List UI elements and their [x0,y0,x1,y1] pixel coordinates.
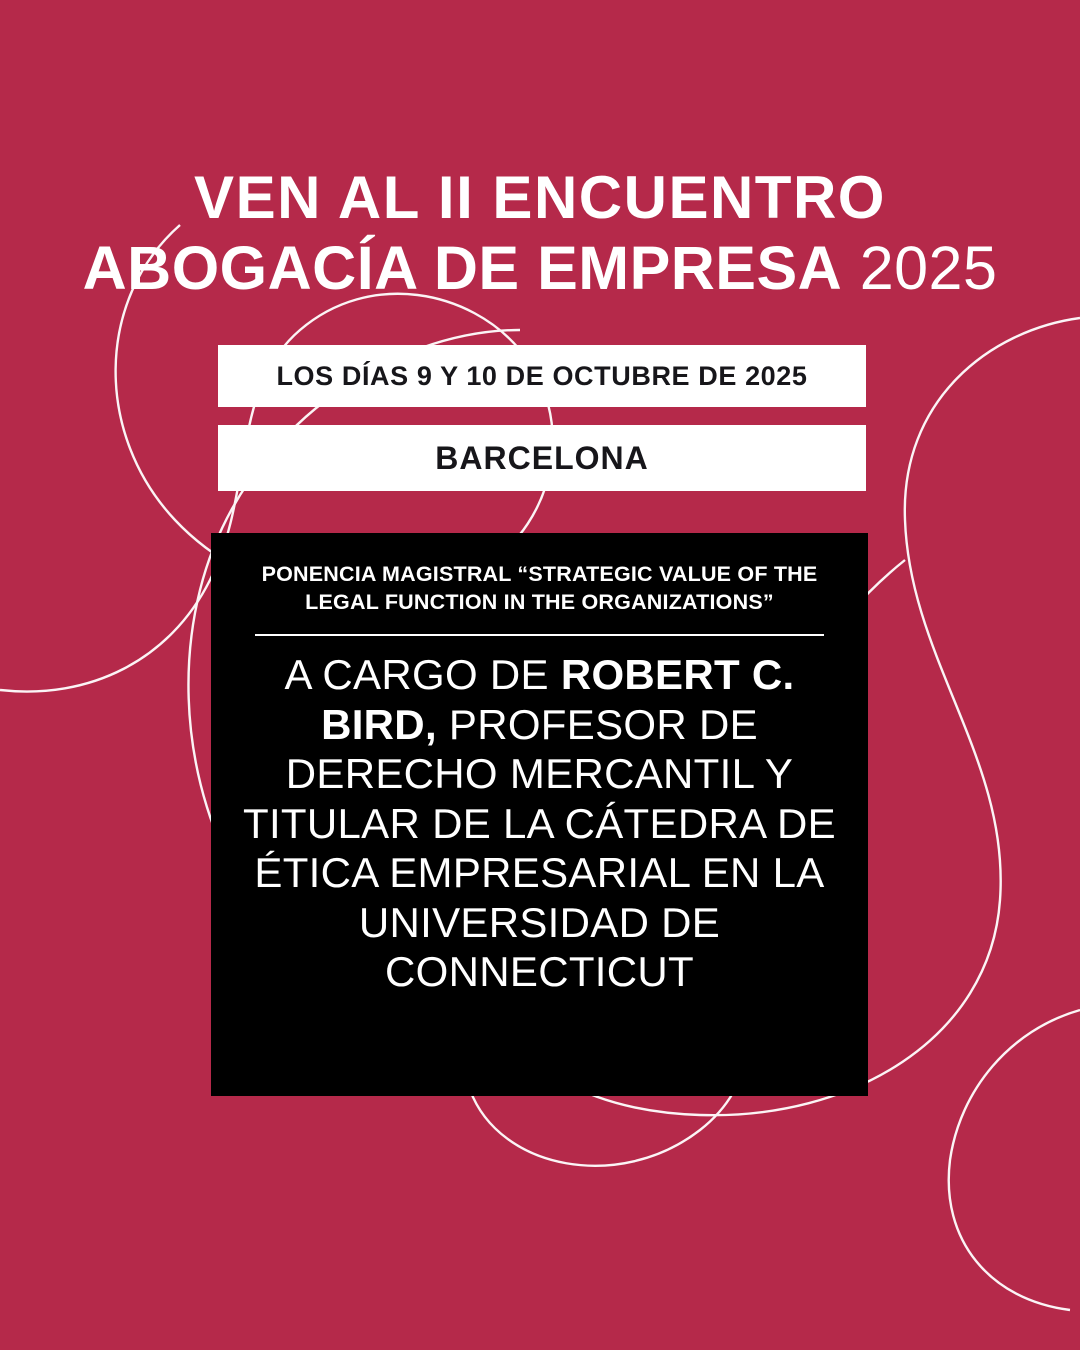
speaker-role: PROFESOR DE DERECHO MERCANTIL Y TITULAR DE LA CÁTEDRA DE ÉTICA EMPRESARIAL EN LA UNIVERSIDAD DE CONNECTICUT [242,700,836,996]
keynote-speaker-text [241,650,838,997]
headline-line-1: VEN AL II ENCUENTRO [194,164,886,231]
headline [0,164,1080,302]
headline-year-value: 2025 [859,234,998,302]
event-dates-bar [218,345,866,407]
event-city-bar [218,425,866,491]
event-dates-label: LOS DÍAS 9 Y 10 DE OCTUBRE DE 2025 [276,360,808,391]
keynote-kicker: PONENCIA MAGISTRAL “STRATEGIC VALUE OF THE LEGAL FUNCTION IN THE ORGANIZATIONS” [261,562,818,614]
speaker-name: ROBERT C. BIRD, [321,651,795,748]
event-city-label: BARCELONA [435,439,649,476]
headline-line-2 [0,234,1080,302]
speaker-intro: A CARGO DE [284,651,561,699]
headline-year [842,234,859,302]
headline-title-strong: ABOGACÍA DE EMPRESA [82,234,843,302]
keynote-panel [211,533,868,1096]
panel-divider [255,634,824,636]
